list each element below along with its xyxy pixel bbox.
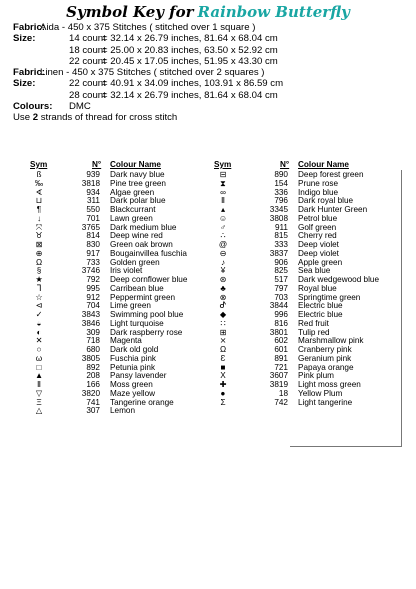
symbol-cell: ☆: [35, 292, 43, 302]
colour-name-cell: Dark royal blue: [298, 196, 354, 206]
symbol-cell: ↓: [36, 213, 42, 223]
thread-number-cell: 891: [274, 353, 288, 363]
thread-number-cell: 154: [274, 178, 288, 188]
size-count: 18 count: [69, 44, 106, 56]
symbol-cell: ∢: [35, 187, 43, 197]
colour-name-cell: Peppermint green: [110, 292, 176, 302]
thread-number-cell: 311: [86, 196, 100, 206]
thread-number-cell: 892: [86, 362, 100, 372]
colour-name-cell: Pink plum: [298, 371, 334, 381]
thread-number-cell: 701: [86, 213, 100, 223]
thread-number-cell: 3843: [81, 310, 100, 319]
page-title: [0, 2, 416, 22]
thread-number-cell: 3801: [269, 327, 288, 337]
symbol-cell: ✚: [219, 380, 227, 389]
symbol-cell: ◆: [219, 310, 227, 319]
symbol-cell: ⊖: [219, 248, 227, 258]
divider-line: [290, 446, 402, 447]
colour-name-cell: Apple green: [298, 257, 343, 267]
symbol-cell: ‰: [34, 178, 44, 188]
symbol-cell: □: [36, 362, 42, 372]
thread-number-cell: 816: [274, 318, 288, 328]
colour-name-cell: Algae green: [110, 187, 155, 197]
symbol-cell: ♉: [35, 231, 43, 241]
colour-name-cell: Electric blue: [298, 301, 343, 311]
colour-name-cell: Electric blue: [298, 310, 343, 319]
symbol-cell: ⊞: [219, 327, 227, 337]
symbol-cell: ●: [220, 388, 226, 398]
thread-number-cell: 336: [274, 187, 288, 197]
fabric-label: Fabric:: [13, 22, 45, 33]
thread-number-cell: 3844: [269, 301, 288, 311]
symbol-cell: ¥: [220, 266, 226, 276]
size-label: Size:: [13, 33, 36, 45]
thread-number-cell: 3820: [81, 388, 100, 398]
symbol-cell: ⧗: [220, 178, 226, 188]
symbol-cell: Ω: [35, 257, 43, 267]
colour-name-cell: Golden green: [110, 257, 160, 267]
symbol-cell: ᕷ: [219, 301, 227, 311]
title-accent: Rainbow Butterfly: [197, 3, 350, 21]
colour-name-cell: Yellow Plum: [298, 388, 343, 398]
colour-name-cell: Deep wine red: [110, 231, 163, 241]
colour-name-cell: Carribean blue: [110, 283, 164, 293]
thread-number-cell: 166: [86, 380, 100, 389]
colours-label: Colours:: [13, 101, 53, 113]
colours-value: DMC: [69, 101, 91, 113]
thread-number-cell: 704: [86, 301, 100, 311]
symbol-cell: ⊗: [219, 292, 227, 302]
colour-name-cell: Sea blue: [298, 266, 331, 276]
thread-number-cell: 307: [86, 406, 100, 416]
symbol-cell: ◒: [36, 318, 42, 328]
colour-name-cell: Marshmallow pink: [298, 336, 364, 346]
size-count: 22 count: [69, 55, 106, 67]
colour-name-cell: Deep cornflower blue: [110, 275, 188, 284]
thread-number-cell: 333: [274, 240, 288, 249]
colour-name-cell: Iris violet: [110, 266, 143, 276]
colour-name-cell: Tulip red: [298, 327, 330, 337]
symbol-cell: ♪: [220, 257, 226, 267]
symbol-cell: ω: [35, 353, 43, 363]
symbol-cell: ▴: [220, 205, 226, 214]
colour-name-cell: Bougainvillea fuschia: [110, 248, 187, 258]
colour-name-cell: Fuschia pink: [110, 353, 156, 363]
colour-name-cell: Springtime green: [298, 292, 361, 302]
symbol-cell: Ξ: [36, 397, 42, 407]
colour-name-cell: Red fruit: [298, 318, 329, 328]
thread-number-cell: 602: [274, 336, 288, 346]
symbol-cell: △: [35, 406, 43, 416]
size-value: = 25.00 x 20.83 inches, 63.50 x 52.92 cm: [102, 44, 278, 56]
thread-number-cell: 718: [86, 336, 100, 346]
symbol-cell: ⊠: [35, 240, 43, 249]
symbol-cell: ∷: [220, 318, 226, 328]
symbol-cell: ⊔: [35, 196, 43, 206]
symbol-cell: Ⅱ: [220, 196, 226, 206]
symbol-cell: ⊲: [35, 301, 43, 311]
symbol-cell: ☺: [218, 213, 228, 223]
symbol-cell: ★: [35, 275, 43, 284]
thread-number-cell: 3808: [269, 213, 288, 223]
symbol-cell: ○: [36, 345, 42, 354]
thread-number-cell: 939: [86, 170, 100, 179]
symbol-cell: ¶: [36, 205, 42, 214]
colour-name-cell: Light tangerine: [298, 397, 353, 407]
colour-name-cell: Deep forest green: [298, 170, 364, 179]
thread-number-cell: 792: [86, 275, 100, 284]
colour-name-cell: Petunia pink: [110, 362, 156, 372]
colour-name-cell: Lemon: [110, 406, 136, 416]
symbol-cell: Ɛ: [220, 353, 226, 363]
thread-number-cell: 309: [86, 327, 100, 337]
thread-number-cell: 741: [86, 397, 100, 407]
thread-number-cell: 208: [86, 371, 100, 381]
thread-number-cell: 3819: [269, 380, 288, 389]
colour-name-cell: Golf green: [298, 222, 337, 232]
header-sym: Sym: [30, 160, 48, 169]
header-num: N°: [280, 160, 290, 169]
symbol-cell: ß: [36, 170, 42, 179]
colour-name-cell: Moss green: [110, 380, 153, 389]
colour-name-cell: Royal blue: [298, 283, 337, 293]
fabric-label: Fabric:: [13, 67, 45, 79]
strands-text: [13, 112, 177, 123]
colour-name-cell: Petrol blue: [298, 213, 338, 223]
strands-pre: Use: [13, 112, 33, 124]
thread-number-cell: 3818: [81, 178, 100, 188]
thread-number-cell: 3846: [81, 318, 100, 328]
thread-number-cell: 912: [86, 292, 100, 302]
symbol-cell: ▲: [34, 371, 44, 381]
strands-post: strands of thread for cross stitch: [38, 112, 178, 124]
thread-number-cell: 721: [274, 362, 288, 372]
thread-number-cell: 825: [274, 266, 288, 276]
thread-number-cell: 830: [86, 240, 100, 249]
symbol-cell: Ⅱ: [36, 380, 42, 389]
colour-name-cell: Green oak brown: [110, 240, 173, 249]
colour-name-cell: Swimming pool blue: [110, 310, 184, 319]
thread-number-cell: 3837: [269, 248, 288, 258]
title-main: Symbol Key for: [66, 3, 194, 21]
symbol-cell: §: [36, 266, 42, 276]
header-name: Colour Name: [110, 160, 161, 169]
symbol-cell: ■: [220, 362, 226, 372]
colour-name-cell: Dark medium blue: [110, 222, 177, 232]
size-count: 22 count: [69, 78, 106, 90]
colour-name-cell: Lawn green: [110, 213, 153, 223]
colour-name-cell: Cranberry pink: [298, 345, 352, 354]
thread-number-cell: 3607: [269, 371, 288, 381]
symbol-cell: Σ: [220, 397, 226, 407]
thread-number-cell: 550: [86, 205, 100, 214]
thread-number-cell: 797: [274, 283, 288, 293]
colour-name-cell: Pansy lavender: [110, 371, 167, 381]
header-num: N°: [92, 160, 102, 169]
colour-name-cell: Deep violet: [298, 248, 339, 258]
symbol-cell: ▽: [35, 388, 43, 398]
thread-number-cell: 3345: [269, 205, 288, 214]
size-count: 14 count: [69, 33, 106, 45]
header-name: Colour Name: [298, 160, 349, 169]
symbol-cell: ᒣ: [36, 283, 42, 293]
colour-name-cell: Deep violet: [298, 240, 339, 249]
colour-name-cell: Dark raspberry rose: [110, 327, 183, 337]
size-value: = 32.14 x 26.79 inches, 81.64 x 68.04 cm: [102, 89, 278, 101]
colour-name-cell: Dark navy blue: [110, 170, 165, 179]
header-sym: Sym: [214, 160, 232, 169]
thread-number-cell: 18: [278, 388, 288, 398]
symbol-cell: ◐: [36, 327, 42, 337]
colour-name-cell: Blackcurrant: [110, 205, 156, 214]
colour-name-cell: Light moss green: [298, 380, 361, 389]
size-value: = 40.91 x 34.09 inches, 103.91 x 86.59 cm: [102, 78, 284, 90]
strands-count: 2: [32, 112, 39, 124]
thread-number-cell: 814: [86, 231, 100, 241]
colour-name-cell: Dark wedgewood blue: [298, 275, 380, 284]
symbol-cell: ∞: [220, 187, 226, 197]
size-value: = 32.14 x 26.79 inches, 81.64 x 68.04 cm: [102, 33, 278, 45]
thread-number-cell: 733: [86, 257, 100, 267]
thread-number-cell: 815: [274, 231, 288, 241]
colour-name-cell: Dark old gold: [110, 345, 159, 354]
size-value: = 20.45 x 17.05 inches, 51.95 x 43.30 cm: [102, 55, 278, 67]
thread-number-cell: 995: [86, 283, 100, 293]
symbol-cell: ⊟: [219, 170, 227, 179]
colour-name-cell: Lime green: [110, 301, 151, 311]
symbol-cell: ✓: [35, 310, 43, 319]
colour-name-cell: Indigo blue: [298, 187, 339, 197]
thread-number-cell: 3746: [81, 266, 100, 276]
colour-name-cell: Magenta: [110, 336, 142, 346]
thread-number-cell: 917: [86, 248, 100, 258]
thread-number-cell: 703: [274, 292, 288, 302]
size-label: Size:: [13, 78, 36, 90]
colour-name-cell: Pine tree green: [110, 178, 166, 188]
symbol-cell: ♂: [219, 222, 227, 232]
symbol-cell: ✕: [35, 336, 43, 346]
colour-name-cell: Dark Hunter Green: [298, 205, 368, 214]
colour-name-cell: Maze yellow: [110, 388, 156, 398]
symbol-cell: ♣: [220, 283, 226, 293]
thread-number-cell: 517: [274, 275, 288, 284]
colour-name-cell: Tangerine orange: [110, 397, 174, 407]
thread-number-cell: 3805: [81, 353, 100, 363]
thread-number-cell: 680: [86, 345, 100, 354]
symbol-cell: ⤧: [35, 222, 43, 232]
symbol-cell: @: [218, 240, 228, 249]
divider-line: [401, 170, 402, 446]
symbol-cell: Ω: [219, 345, 227, 354]
symbol-cell: ⊕: [35, 248, 43, 258]
symbol-cell: ∴: [220, 231, 226, 241]
symbol-cell: X: [220, 371, 226, 381]
fabric-linen-text: Linen - 450 x 375 Stitches ( stitched over 2 squares ): [40, 67, 265, 79]
symbol-cell: ⨯: [219, 336, 227, 346]
thread-number-cell: 934: [86, 187, 100, 197]
colour-name-cell: Cherry red: [298, 231, 337, 241]
symbol-cell: ⊛: [219, 275, 227, 284]
colour-name-cell: Prune rose: [298, 178, 339, 188]
colour-name-cell: Dark polar blue: [110, 196, 166, 206]
colour-name-cell: Geranium pink: [298, 353, 352, 363]
thread-number-cell: 906: [274, 257, 288, 267]
thread-number-cell: 796: [274, 196, 288, 206]
thread-number-cell: 3765: [81, 222, 100, 232]
thread-number-cell: 601: [274, 345, 288, 354]
thread-number-cell: 890: [274, 170, 288, 179]
colour-name-cell: Light turquoise: [110, 318, 164, 328]
thread-number-cell: 911: [274, 222, 288, 232]
fabric-aida-text: Aida - 450 x 375 Stitches ( stitched over 1 square ): [40, 22, 256, 33]
thread-number-cell: 996: [274, 310, 288, 319]
thread-number-cell: 742: [274, 397, 288, 407]
colour-name-cell: Papaya orange: [298, 362, 354, 372]
size-count: 28 count: [69, 89, 106, 101]
